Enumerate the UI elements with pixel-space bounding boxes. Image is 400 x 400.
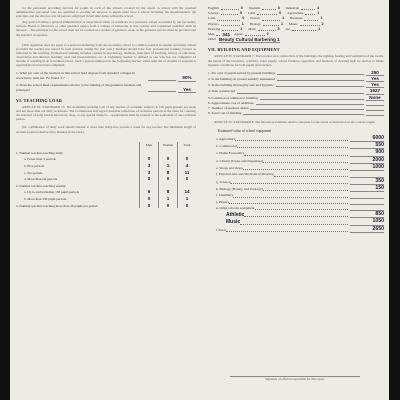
equipment-row: e. Shops and shops 1000 [216, 164, 384, 171]
right-column [208, 6, 384, 233]
table-row: a. Fewer than 5 periods 0 0 0 [16, 155, 196, 162]
subjects-row: Physics 1 Biology 1 Music 2 [208, 21, 324, 26]
table-row: d. More than six periods 0 0 0 [16, 175, 196, 182]
column-header: Men [140, 142, 159, 149]
building-question: 5. Condition of addition to building None [208, 95, 384, 101]
intro-paragraph: (This regulation does not apply to a person transferring from one secondary school to a similar position in another secondary school provided the teacher has served in such position during the past year.) Teachers should have four professional training courses as indicated in the teaching. Professional training includes courses in psychology, methods, principles of teaching, history of education, observation and directed teaching, tests and measurements, etc. A 'beginning teacher' is defined as one who has not completed 12 months of teaching in an accredited school. Such a person employed in the 'beginning teacher' status until the 12 months of experience required above have been completed. [16, 42, 196, 68]
answer-guidance: Yes [178, 87, 196, 93]
subjects-row: Latin 0 French 1 Business 1 [208, 16, 323, 21]
table-row: 1. Number teachers teaching daily: [16, 148, 196, 155]
equipment-row: Athletic 850 [226, 211, 384, 219]
equipment-row: f. Physical Arts and Mechanical Drawing [216, 171, 384, 177]
building-question: 7. Number of teachers added [208, 106, 384, 111]
equipment-row: g. Science 350 [216, 177, 384, 184]
laboratory-text: ARTICLE IV, STANDARD 8. The laboratory facilities shall be adequate for the needs of instruction in the courses taught. [214, 120, 376, 125]
document-page [10, 0, 389, 400]
table-header-row [16, 142, 196, 149]
table-row: 3. Number teachers teaching more than 40 pupils per period 0 0 0 [16, 201, 196, 208]
subjects-row: Science 5 Latin 0 Agriculture 1 [208, 11, 320, 16]
teaching-load-table [16, 142, 196, 208]
building-question: 8. Total cost of building [208, 111, 384, 116]
intro-paragraph: Any person holding a general administrative or supervision status of certificate in a particular school accredited by the Secondary Schools Board or Director's or other guidance expert from a college or university in this country and considered qualified shall be allowed ... The principal for the school shall not be counted as a student of guidance work, as the guidance service must be provided and the standard recognized. [16, 20, 196, 37]
equipment-row: j. Physics [216, 199, 384, 205]
equipment-row-total: l. Total 2650 [216, 225, 384, 232]
answer-degrees: 90% [178, 75, 196, 81]
equipment-row: a. Agriculture 6000 [216, 134, 384, 141]
question-guidance-training: 2. Does the school meet requirements relative to the training of the guidance teachers and principal? Yes [16, 83, 196, 93]
left-column [16, 6, 196, 208]
equipment-row: Music 1050 [226, 218, 384, 226]
equipment-row: b. Commercial 550 [216, 142, 384, 149]
table-row: a. Up to and including 150 pupil-periods 6 8 14 [16, 188, 196, 195]
column-header: Women [159, 142, 178, 149]
equipment-row: i. Chemistry [216, 192, 384, 198]
question-teachers-degrees: 1. What per cent of the teachers in this school hold degrees from standard colleges in accordance with Art. IV, Stand. 9 ? 90% [16, 71, 196, 81]
teaching-load-text: ARTICLE IX, STANDARD 13. The maximum teaching load of any teacher of academic subjects is 150 pupil-periods per week and not more than six daily recitations. The Commission will regard desirable reductions of recitation periods in the table for counting the standard of daily load in laboratory, shop, or any special subject's... requirements shall be counted as the equivalent of one recitation period. [16, 105, 196, 122]
signature-line: Signature of official responsible for this report. [230, 376, 360, 381]
section-heading-building: VII. BUILDING AND EQUIPMENT [208, 47, 280, 53]
equipment-row: d. Library (books and magazines) 2000 [216, 156, 384, 163]
building-question: 4. Date constructed 1927 [208, 88, 384, 94]
equipment-caption: Estimated value of school equipment [218, 129, 272, 134]
building-question: 6. Approximate cost of additions [208, 101, 384, 106]
table-row: c. Six periods 3 8 11 [16, 168, 196, 175]
building-text: ARTICLE IV, STANDARD 7. The location and construction of the buildings, the lighting, heating and ventilation of the rooms, the nature of the lavatories, corridors, water supply, school furniture, apparatus, and methods of cleaning shall be such as to insure hygienic conditions for both pupils and teachers. [208, 54, 384, 67]
equipment-row: k. Other schools equipment [216, 205, 384, 211]
subjects-row: English 3 Spanish 3 Industrial 4 [208, 6, 320, 10]
building-question: 3. In the building thoroughly safe and hygienic Yes [208, 82, 384, 88]
table-row: b. Five periods 3 1 4 [16, 161, 196, 168]
building-question: 1. Per cent of pupils served by present buildings 250 [208, 70, 384, 76]
teaching-load-note: (No combination of daily work should amount to more than thirty-five periods a week for any teacher. The minimum length of recitation period shall be forty minutes in the clear.) [16, 125, 196, 134]
table-row: 2. Number teachers teaching weekly: [16, 181, 196, 188]
subjects-row: Drawing 1 Math 5 Art 1 [208, 26, 321, 31]
intro-paragraph: for the personnel providing services for pupils in each of the schools covered by the report. A school with the required administrative personnel who are qualified to provide all services to pupils must have a school including the superintendent, the principal, and the director, and all persons employed in full time duties within the school. [16, 6, 196, 19]
equipment-list [208, 135, 384, 233]
subjects-row: Men 341 Agent 0 [208, 32, 269, 38]
building-question: 2. Is the building on ground suitably maintained Yes [208, 76, 384, 82]
table-row: b. More than 150 pupil-periods 0 1 1 [16, 194, 196, 201]
equipment-row: c. Home Economics 900 [216, 149, 384, 156]
building-questions [208, 70, 384, 117]
subjects-row: Other Beauty Cultural Barbering 1 [208, 37, 280, 43]
subjects-grid [208, 6, 384, 43]
section-heading-teaching-load: VI. TEACHING LOAD [16, 98, 63, 104]
equipment-row: h. Biology (Botany and Zoology) 150 [216, 184, 384, 191]
column-header: Total [178, 142, 197, 149]
